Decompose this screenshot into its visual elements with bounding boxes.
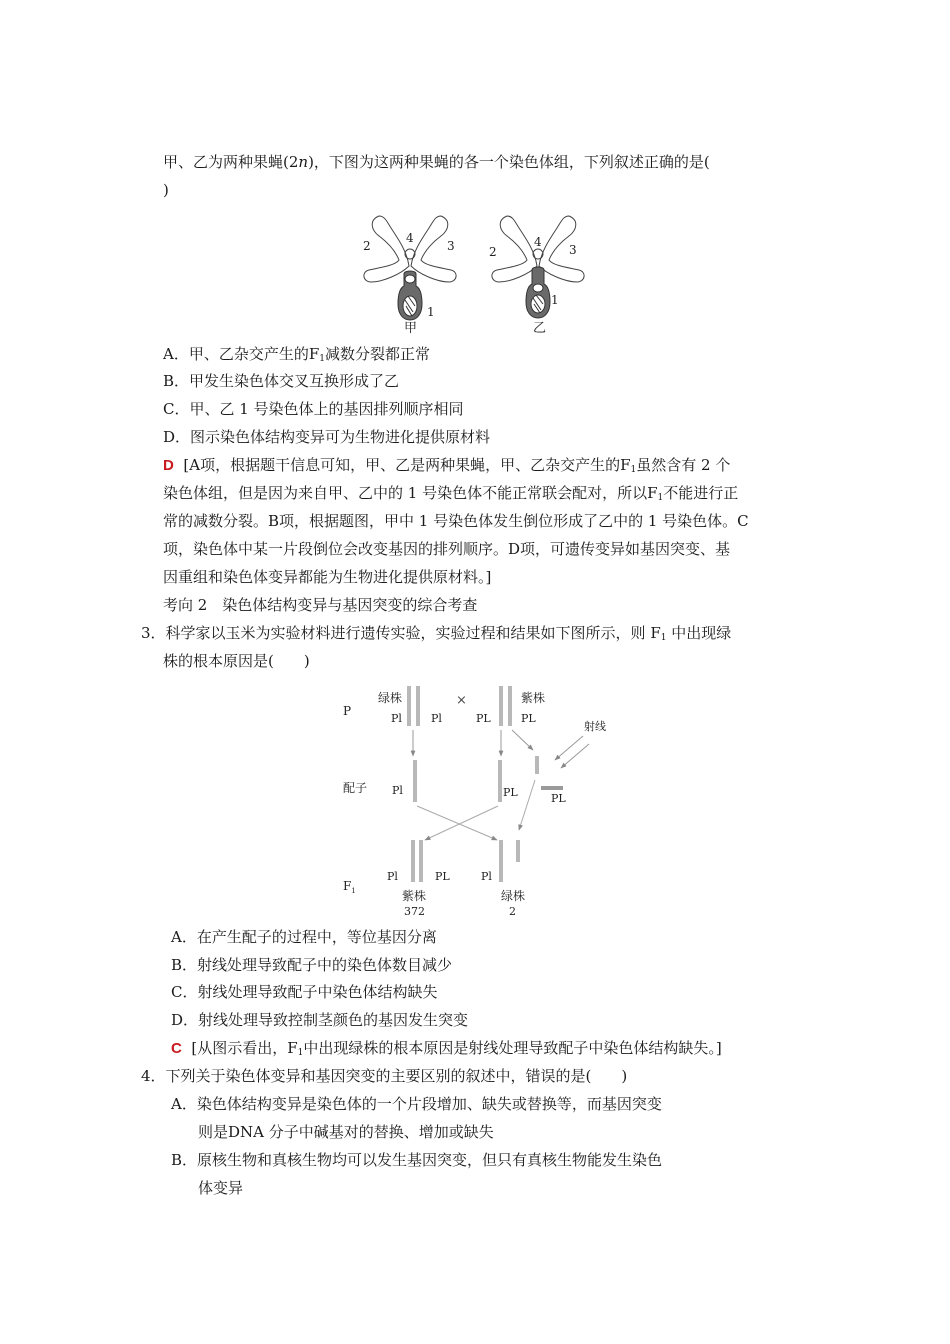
q3-option-b: B．射线处理导致配子中的染色体数目减少 bbox=[171, 956, 453, 974]
q2-explanation-line1: D [A项，根据题干信息可知，甲、乙是两种果蝇，甲、乙杂交产生的$F_1$虽然含有 2 个 bbox=[163, 456, 731, 475]
q3-option-a: A．在产生配子的过程中，等位基因分离 bbox=[171, 928, 437, 946]
q3-stem-line2: 株的根本原因是( ) bbox=[163, 652, 310, 670]
label-4-left: 4 bbox=[406, 231, 414, 245]
f1-purple-chromosome-1 bbox=[411, 840, 415, 882]
caption-yi: 乙 bbox=[533, 321, 547, 336]
radiation-label: 射线 bbox=[584, 720, 606, 733]
chromosome-3-right bbox=[539, 216, 584, 282]
p-green-label: 绿株 bbox=[378, 691, 403, 705]
q3-option-d: D．射线处理导致控制茎颜色的基因发生突变 bbox=[171, 1011, 469, 1029]
f1-green-label: 绿株 bbox=[501, 889, 526, 903]
q2-explanation-line2: 染色体组，但是因为来自甲、乙中的 1 号染色体不能正常联会配对，所以$F_1$不能进行正 bbox=[163, 484, 739, 503]
f1-green-chromosome-deleted bbox=[516, 840, 520, 862]
deleted-fragment bbox=[541, 786, 563, 790]
p-green-chromosome-2 bbox=[416, 686, 420, 726]
label-4-right: 4 bbox=[534, 235, 542, 249]
q2-explanation-line3: 常的减数分裂。B项，根据题图，甲中 1 号染色体发生倒位形成了乙中的 1 号染色体。C bbox=[163, 512, 749, 530]
q3-answer-letter: C bbox=[171, 1040, 182, 1057]
q2-stem-line1: 甲、乙为两种果蝇(2n)，下图为这两种果蝇的各一个染色体组，下列叙述正确的是( bbox=[163, 153, 710, 171]
label-3-left: 3 bbox=[447, 239, 455, 253]
label-1-right: 1 bbox=[551, 293, 559, 307]
row-label-f1: $F_1$ bbox=[343, 879, 356, 895]
deleted-fragment-label: PL bbox=[551, 792, 566, 805]
p-green-allele-right: Pl bbox=[431, 712, 442, 725]
chromosome-set-yi bbox=[492, 216, 584, 318]
q4-stem: 4．下列关于染色体变异和基因突变的主要区别的叙述中，错误的是( ) bbox=[141, 1067, 628, 1085]
q2-stem-line2: ) bbox=[163, 181, 169, 199]
row-label-gamete: 配子 bbox=[343, 781, 368, 795]
q2-option-a: A．甲、乙杂交产生的$F_1$减数分裂都正常 bbox=[163, 345, 430, 364]
gamete-pl-lower bbox=[413, 760, 417, 802]
cross-symbol: × bbox=[456, 693, 467, 708]
q4-option-b-line1: B．原核生物和真核生物均可以发生基因突变，但只有真核生物能发生染色 bbox=[171, 1151, 663, 1169]
q2-option-c: C．甲、乙 1 号染色体上的基因排列顺序相同 bbox=[163, 400, 464, 418]
label-2-left: 2 bbox=[363, 239, 371, 253]
q3-option-c: C．射线处理导致配子中染色体结构缺失 bbox=[171, 983, 438, 1001]
q3-explanation: C [从图示看出，$F_1$中出现绿株的根本原因是射线处理导致配子中染色体结构缺失。] bbox=[171, 1039, 722, 1058]
p-purple-chromosome-2 bbox=[508, 686, 512, 726]
q2-explanation-line4: 项，染色体中某一片段倒位会改变基因的排列顺序。D项，可遗传变异如基因突变、基 bbox=[163, 540, 731, 558]
f1-green-chromosome-full bbox=[499, 840, 503, 882]
gamete-pl-upper-label: PL bbox=[503, 786, 518, 799]
p-green-allele-left: Pl bbox=[391, 712, 402, 725]
section-heading: 考向 2 染色体结构变异与基因突变的综合考查 bbox=[163, 596, 478, 614]
q2-answer-letter: D bbox=[163, 457, 174, 474]
p-purple-allele-right: PL bbox=[521, 712, 536, 725]
p-purple-label: 紫株 bbox=[521, 691, 546, 705]
gamete-pl-lower-label: Pl bbox=[392, 784, 403, 797]
chromosome-2-left bbox=[364, 216, 409, 282]
q4-option-a-line1: A．染色体结构变异是染色体的一个片段增加、缺失或替换等，而基因突变 bbox=[171, 1095, 662, 1113]
chromosome-4-left bbox=[405, 249, 415, 259]
f1-purple-allele-left: Pl bbox=[387, 870, 398, 883]
f1-green-allele: Pl bbox=[481, 870, 492, 883]
gamete-deleted-chromosome bbox=[535, 756, 539, 774]
f1-purple-count: 372 bbox=[404, 905, 425, 918]
chromosome-set-figure bbox=[355, 208, 595, 336]
p-purple-allele-left: PL bbox=[476, 712, 491, 725]
chromosome-4-right bbox=[533, 249, 543, 259]
gamete-pl-upper bbox=[498, 760, 502, 802]
p-purple-chromosome-1 bbox=[499, 686, 503, 726]
f1-green-count: 2 bbox=[509, 905, 516, 918]
q2-option-b: B．甲发生染色体交叉互换形成了乙 bbox=[163, 372, 400, 390]
f1-purple-label: 紫株 bbox=[402, 889, 427, 903]
q2-option-d: D．图示染色体结构变异可为生物进化提供原材料 bbox=[163, 428, 491, 446]
q3-stem-line1: 3．科学家以玉米为实验材料进行遗传实验，实验过程和结果如下图所示，则 $F_1$ 中出现绿 bbox=[141, 624, 732, 643]
f1-purple-allele-right: PL bbox=[435, 870, 450, 883]
label-3-right: 3 bbox=[569, 243, 577, 257]
chromosome-2-right bbox=[492, 216, 537, 282]
f1-purple-chromosome-2 bbox=[419, 840, 423, 882]
p-green-chromosome-1 bbox=[407, 686, 411, 726]
row-label-p: P bbox=[343, 704, 352, 718]
label-1-left: 1 bbox=[427, 305, 435, 319]
label-2-right: 2 bbox=[489, 245, 497, 259]
caption-jia: 甲 bbox=[404, 321, 418, 336]
q4-option-b-line2: 体变异 bbox=[198, 1179, 244, 1197]
q2-explanation-line5: 因重组和染色体变异都能为生物进化提供原材料。] bbox=[163, 568, 492, 586]
q4-option-a-line2: 则是DNA 分子中碱基对的替换、增加或缺失 bbox=[198, 1123, 494, 1141]
maize-cross-figure bbox=[335, 680, 625, 920]
